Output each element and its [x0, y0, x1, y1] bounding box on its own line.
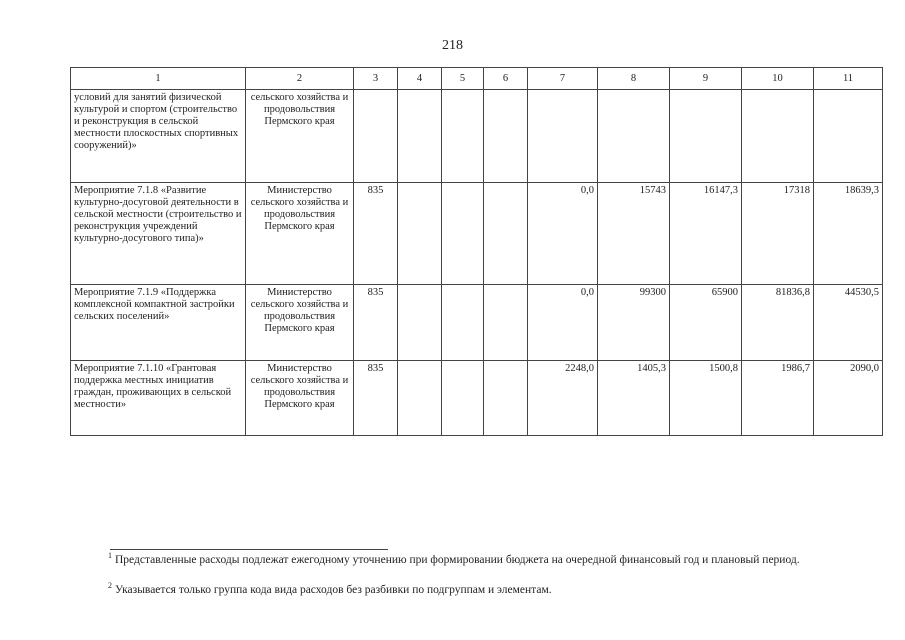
- footnote-text: Представленные расходы подлежат ежегодному уточнению при формировании бюджета на очередной финансовый год и плановый период.: [115, 554, 800, 566]
- value-cell: 1500,8: [670, 361, 742, 436]
- footnote-divider: [110, 549, 388, 550]
- ministry-cell: Министерство сельского хозяйства и продовольствия Пермского края: [246, 361, 354, 436]
- measure-name-cell: Мероприятие 7.1.8 «Развитие культурно-досуговой деятельности в сельской местности (строительство и реконструкция учреждений культурно-досугового типа)»: [71, 183, 246, 285]
- column-header: 7: [528, 68, 598, 90]
- cell-col-6: [484, 90, 528, 183]
- column-header: 8: [598, 68, 670, 90]
- measure-name-cell: Мероприятие 7.1.9 «Поддержка комплексной компактной застройки сельских поселений»: [71, 285, 246, 361]
- column-header: 1: [71, 68, 246, 90]
- footnote-1: [70, 553, 840, 567]
- value-cell: 17318: [742, 183, 814, 285]
- value-cell: 1986,7: [742, 361, 814, 436]
- cell-col-5: [442, 183, 484, 285]
- page-number: 218: [442, 38, 463, 53]
- column-header: 9: [670, 68, 742, 90]
- column-header: 6: [484, 68, 528, 90]
- cell-col-6: [484, 183, 528, 285]
- value-cell: 81836,8: [742, 285, 814, 361]
- cell-col-6: [484, 361, 528, 436]
- value-cell: 15743: [598, 183, 670, 285]
- code-cell: [354, 90, 398, 183]
- column-header: 3: [354, 68, 398, 90]
- cell-col-4: [398, 285, 442, 361]
- table-row: [71, 285, 883, 361]
- value-cell: [670, 90, 742, 183]
- cell-col-6: [484, 285, 528, 361]
- column-header: 2: [246, 68, 354, 90]
- value-cell: [598, 90, 670, 183]
- value-cell: 65900: [670, 285, 742, 361]
- value-cell: 44530,5: [814, 285, 883, 361]
- value-cell: 0,0: [528, 183, 598, 285]
- measure-name-cell: Мероприятие 7.1.10 «Грантовая поддержка местных инициатив граждан, проживающих в сельской местности»: [71, 361, 246, 436]
- ministry-cell: Министерство сельского хозяйства и продовольствия Пермского края: [246, 285, 354, 361]
- value-cell: 2090,0: [814, 361, 883, 436]
- ministry-cell: Министерство сельского хозяйства и продовольствия Пермского края: [246, 183, 354, 285]
- table-row: [71, 90, 883, 183]
- budget-table: [70, 67, 883, 436]
- value-cell: [742, 90, 814, 183]
- footnote-mark: 1: [108, 551, 112, 561]
- value-cell: [528, 90, 598, 183]
- code-cell: 835: [354, 285, 398, 361]
- cell-col-4: [398, 183, 442, 285]
- value-cell: 0,0: [528, 285, 598, 361]
- column-header: 10: [742, 68, 814, 90]
- value-cell: 18639,3: [814, 183, 883, 285]
- value-cell: 2248,0: [528, 361, 598, 436]
- code-cell: 835: [354, 183, 398, 285]
- measure-name-cell: условий для занятий физической культурой и спортом (строительство и реконструкция в сельской местности плоскостных спортивных сооружений)»: [71, 90, 246, 183]
- footnote-text: Указывается только группа кода вида расходов без разбивки по подгруппам и элементам.: [115, 584, 552, 596]
- code-cell: 835: [354, 361, 398, 436]
- column-header: 5: [442, 68, 484, 90]
- table-row: [71, 183, 883, 285]
- cell-col-5: [442, 285, 484, 361]
- cell-col-5: [442, 361, 484, 436]
- cell-col-4: [398, 90, 442, 183]
- footnote-2: [108, 583, 808, 597]
- value-cell: [814, 90, 883, 183]
- value-cell: 1405,3: [598, 361, 670, 436]
- footnote-mark: 2: [108, 581, 112, 591]
- cell-col-4: [398, 361, 442, 436]
- table-header-row: [71, 68, 883, 90]
- ministry-cell: сельского хозяйства и продовольствия Пермского края: [246, 90, 354, 183]
- table-row: [71, 361, 883, 436]
- value-cell: 99300: [598, 285, 670, 361]
- column-header: 11: [814, 68, 883, 90]
- cell-col-5: [442, 90, 484, 183]
- value-cell: 16147,3: [670, 183, 742, 285]
- column-header: 4: [398, 68, 442, 90]
